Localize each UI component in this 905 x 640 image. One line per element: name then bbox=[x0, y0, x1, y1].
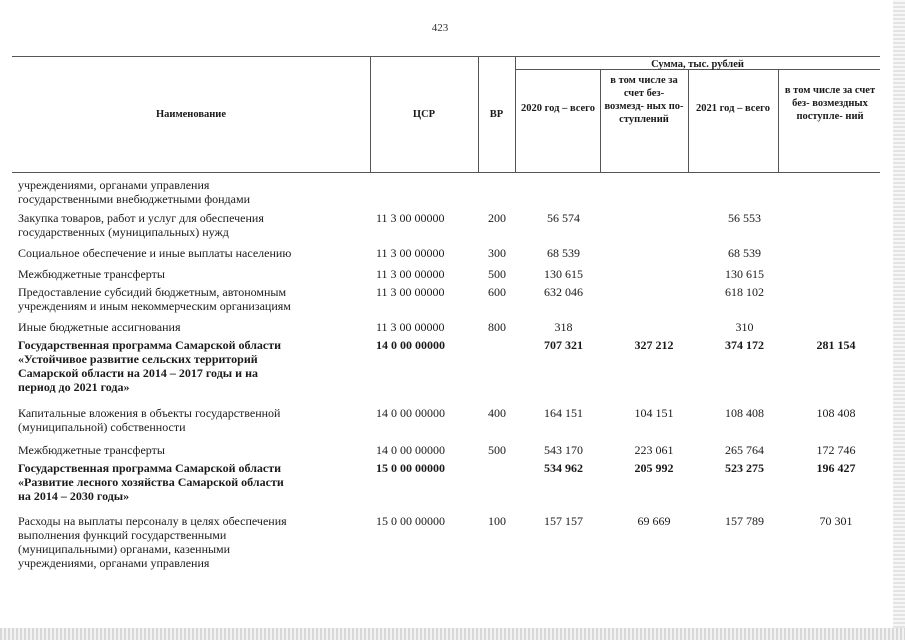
row-vr: 600 bbox=[488, 285, 506, 299]
row-name: Капитальные вложения в объекты государственной (муниципальной) собственности bbox=[18, 406, 281, 434]
row-2021-total: 130 615 bbox=[725, 267, 764, 281]
row-2020-total: 543 170 bbox=[544, 443, 583, 457]
row-csr: 11 3 00 00000 bbox=[376, 211, 445, 225]
header-bottom-rule bbox=[12, 172, 880, 173]
row-2020-free: 104 151 bbox=[634, 406, 674, 420]
row-2020-total: 56 574 bbox=[547, 211, 580, 225]
header-vr: ВР bbox=[489, 109, 504, 120]
row-vr: 500 bbox=[488, 443, 506, 457]
row-csr: 11 3 00 00000 bbox=[376, 285, 445, 299]
row-csr: 14 0 00 00000 bbox=[376, 443, 445, 457]
row-2020-free: 69 669 bbox=[637, 514, 671, 528]
row-vr: 400 bbox=[488, 406, 506, 420]
row-2020-free: 327 212 bbox=[634, 338, 674, 352]
row-2020-total: 130 615 bbox=[544, 267, 583, 281]
row-csr: 14 0 00 00000 bbox=[376, 406, 445, 420]
row-2020-total: 164 151 bbox=[544, 406, 583, 420]
header-2021-total: 2021 год – всего bbox=[696, 103, 770, 114]
header-2020-free: в том числе за счет без- возмезд- ных по- ступлений bbox=[604, 75, 684, 125]
row-2021-total: 265 764 bbox=[725, 443, 764, 457]
row-vr: 300 bbox=[488, 246, 506, 260]
row-vr: 800 bbox=[488, 320, 506, 334]
row-name: Межбюджетные трансферты bbox=[18, 267, 165, 281]
row-2021-total: 108 408 bbox=[725, 406, 764, 420]
row-csr: 11 3 00 00000 bbox=[376, 246, 445, 260]
row-2021-total: 157 789 bbox=[725, 514, 764, 528]
row-2021-total: 56 553 bbox=[728, 211, 761, 225]
header-name: Наименование bbox=[156, 109, 226, 120]
row-2021-total: 310 bbox=[735, 320, 754, 334]
scan-edge-right bbox=[893, 0, 905, 640]
row-2020-total: 632 046 bbox=[544, 285, 583, 299]
row-name: Государственная программа Самарской области «Развитие лесного хозяйства Самарской области на 2014 – 2030 годы» bbox=[18, 461, 284, 503]
row-csr: 11 3 00 00000 bbox=[376, 320, 445, 334]
row-name: Государственная программа Самарской области «Устойчивое развитие сельских территорий Самарской области на 2014 – 2017 годы и на период до 2021 года» bbox=[18, 338, 282, 394]
row-name: Закупка товаров, работ и услуг для обеспечения государственных (муниципальных) нужд bbox=[18, 211, 264, 239]
row-csr: 11 3 00 00000 bbox=[376, 267, 445, 281]
page-number: 423 bbox=[431, 22, 449, 34]
row-name: Социальное обеспечение и иные выплаты населению bbox=[18, 246, 292, 260]
row-2021-free: 172 746 bbox=[816, 443, 856, 457]
row-name: Предоставление субсидий бюджетным, автономным учреждениям и иным некоммерческим организациям bbox=[18, 285, 291, 313]
row-vr: 500 bbox=[488, 267, 506, 281]
row-csr: 14 0 00 00000 bbox=[376, 338, 445, 352]
header-csr: ЦСР bbox=[412, 109, 436, 120]
row-2020-total: 157 157 bbox=[544, 514, 583, 528]
row-2021-free: 281 154 bbox=[816, 338, 856, 352]
row-2020-total: 534 962 bbox=[544, 461, 583, 475]
row-2021-free: 70 301 bbox=[819, 514, 853, 528]
row-2021-free: 108 408 bbox=[816, 406, 856, 420]
row-vr: 100 bbox=[488, 514, 506, 528]
row-vr: 200 bbox=[488, 211, 506, 225]
row-2021-total: 68 539 bbox=[728, 246, 761, 260]
header-sum-group: Сумма, тыс. рублей bbox=[651, 59, 744, 70]
row-csr: 15 0 00 00000 bbox=[376, 461, 445, 475]
row-2020-total: 68 539 bbox=[547, 246, 580, 260]
row-csr: 15 0 00 00000 bbox=[376, 514, 445, 528]
header-2020-total: 2020 год – всего bbox=[521, 103, 595, 114]
row-2020-free: 205 992 bbox=[634, 461, 674, 475]
row-2021-free: 196 427 bbox=[816, 461, 856, 475]
row-2020-total: 707 321 bbox=[544, 338, 583, 352]
row-name: учреждениями, органами управления государственными внебюджетными фондами bbox=[18, 178, 251, 206]
row-2020-free: 223 061 bbox=[634, 443, 674, 457]
header-top-rule bbox=[12, 56, 880, 57]
scan-edge-bottom bbox=[0, 628, 905, 640]
row-2020-total: 318 bbox=[554, 320, 573, 334]
row-name: Расходы на выплаты персоналу в целях обеспечения выполнения функций государственными (муниципальными) органами, казенными учреждениями, органами управления bbox=[18, 514, 287, 570]
row-2021-total: 618 102 bbox=[725, 285, 764, 299]
header-2021-free: в том числе за счет без- возмездных поступле- ний bbox=[784, 85, 876, 122]
row-2021-total: 523 275 bbox=[725, 461, 764, 475]
row-name: Межбюджетные трансферты bbox=[18, 443, 165, 457]
row-2021-total: 374 172 bbox=[725, 338, 764, 352]
row-name: Иные бюджетные ассигнования bbox=[18, 320, 181, 334]
